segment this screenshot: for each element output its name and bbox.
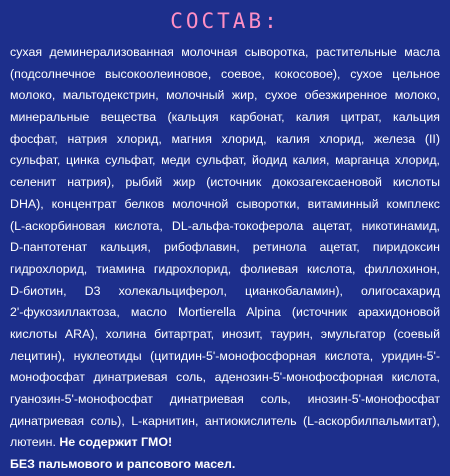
ingredients-line: 2'-фукозиллактоза, масло Mortierella Alpina (источник арахидоновой [10,305,440,320]
ingredients-line: гуанозин-5'-монофосфат динатриевая соль, инозин-5'-монофосфат [10,392,440,406]
ingredients-line: сульфат, цинка сульфат, меди сульфат, йодид калия, марганца хлорид, [10,153,440,168]
ingredients-line: молоко, мальтодекстрин, молочный жир, сухое обезжиренное молоко, [10,88,440,103]
ingredients-line: лецитин), нуклеотиды (цитидин-5'-монофосфорная кислота, уридин-5'- [10,348,440,363]
ingredients-line: динатриевая соль), L-карнитин, антиокислитель (L-аскорбилпальмитат), [10,413,440,428]
oil-notice: БЕЗ пальмового и рапсового масел. [10,457,236,472]
ingredients-line: сухая деминерализованная молочная сыворотка, растительные масла [10,45,440,59]
ingredients-line: D-биотин, D3 холекальциферол, цианкобаламин), олигосахарид [10,283,440,298]
ingredients-line: (L-аскорбиновая кислота, DL-альфа-токоферола ацетат, никотинамид, [10,218,440,233]
ingredients-text [10,42,440,476]
ingredients-line: монофосфат динатриевая соль, аденозин-5'-монофосфорная кислота, [10,370,440,385]
ingredients-line: селенит натрия), рыбий жир (источник докозагексаеновой кислоты [10,175,440,190]
ingredients-line: DHA), концентрат белков молочной сыворотки, витаминный комплекс [10,196,440,211]
gmo-notice: Не содержит ГМО! [59,435,173,450]
ingredients-line: гидрохлорид, тиамина гидрохлорид, фолиевая кислота, филлохинон, [10,261,440,276]
ingredients-line: фосфат, натрия хлорид, магния хлорид, калия хлорид, железа (II) [10,131,440,146]
ingredients-line: кислоты ARA), холина битартрат, инозит, таурин, эмульгатор (соевый [10,326,440,341]
ingredients-line: минеральные вещества (кальция карбонат, калия цитрат, кальция [10,110,440,125]
ingredients-line: D-пантотенат кальция, рибофлавин, ретинола ацетат, пиридоксин [10,240,440,255]
closing-line [10,432,440,454]
ingredients-heading: СОСТАВ: [170,9,280,33]
ingredients-line: (подсолнечное высокоолеиновое, соевое, кокосовое), сухое цельное [10,66,440,81]
closing-text: лютеин. [10,435,60,450]
